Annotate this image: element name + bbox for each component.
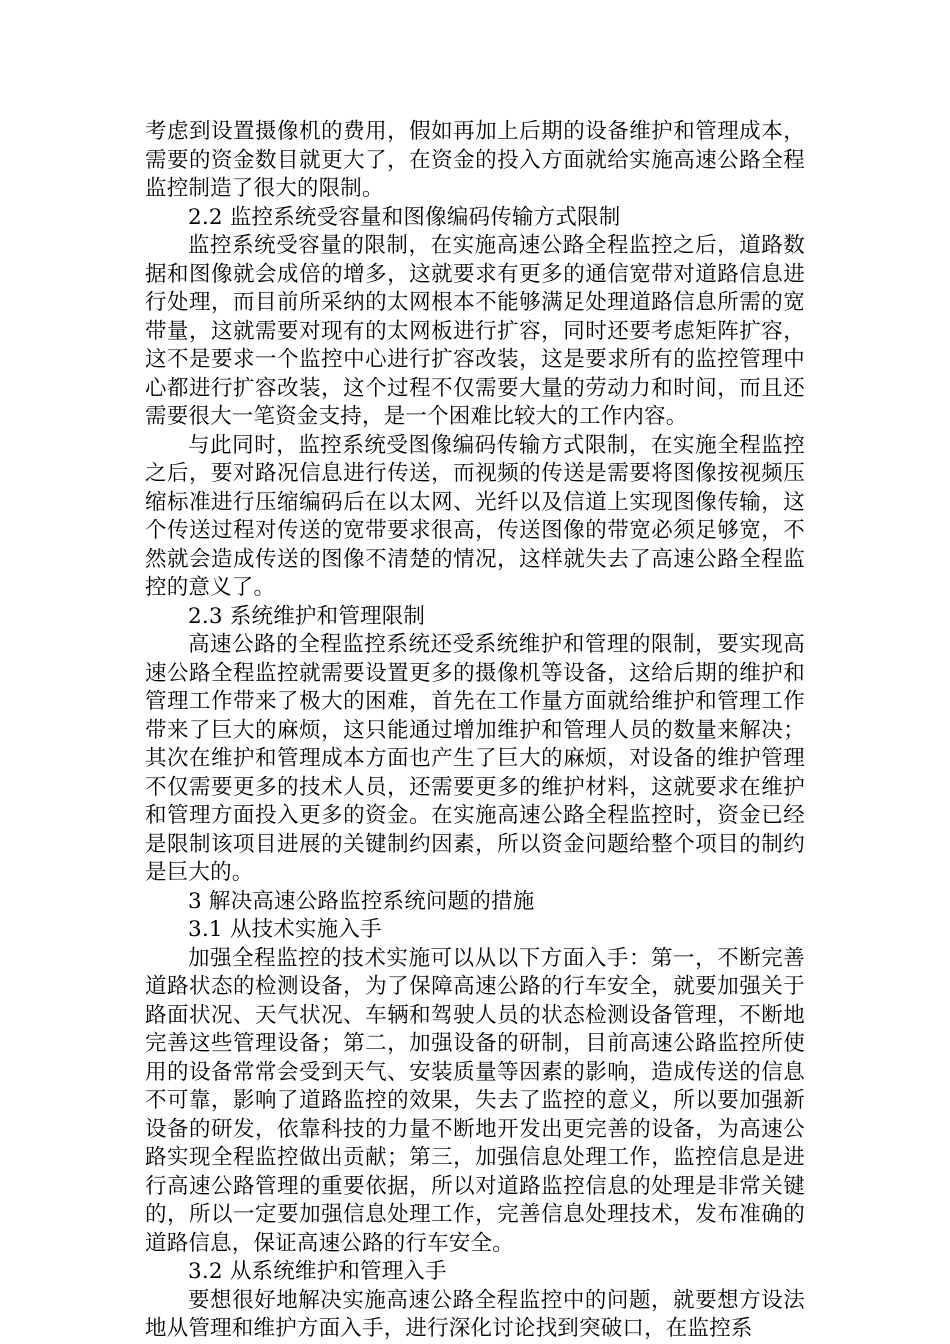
section-heading-2-3: 2.3 系统维护和管理限制 xyxy=(188,603,426,629)
paragraph-technical-measures: 加强全程监控的技术实施可以从以下方面入手：第一，不断完善道路状态的检测设备，为了保障高速公路的行车安全，就要加强关于路面状况、天气状况、车辆和驾驶人员的状态检测设备管理，不断地完善这些管理设备；第二，加强设备的研制，目前高速公路监控所使用的设备常常会受到天气、安装质量等因素的影响，造成传送的信息不可靠，影响了道路监控的效果，失去了监控的意义，所以要加强新设备的研发，依靠科技的力量不断地开发出更完善的设备，为高速公路实现全程监控做出贡献；第三，加强信息处理工作，监控信息是进行高速公路管理的重要依据，所以对道路监控信息的处理是非常关键的，所以一定要加强信息处理工作，完善信息处理技术，发布准确的道路信息，保证高速公路的行车安全。 xyxy=(145,945,805,1256)
paragraph-continuation: 考虑到设置摄像机的费用，假如再加上后期的设备维护和管理成本，需要的资金数目就更大了，在资金的投入方面就给实施高速公路全程监控制造了很大的限制。 xyxy=(145,119,805,201)
paragraph-management-measures: 要想很好地解决实施高速公路全程监控中的问题，就要想方设法地从管理和维护方面入手，进行深化讨论找到突破口，在监控系 xyxy=(145,1287,805,1341)
section-heading-3-2: 3.2 从系统维护和管理入手 xyxy=(188,1259,447,1284)
document-body xyxy=(145,118,805,1344)
paragraph-maintenance-limit: 高速公路的全程监控系统还受系统维护和管理的限制，要实现高速公路全程监控就需要设置更多的摄像机等设备，这给后期的维护和管理工作带来了极大的困难，首先在工作量方面就给维护和管理工作带来了巨大的麻烦，这只能通过增加维护和管理人员的数量来解决；其次在维护和管理成本方面也产生了巨大的麻烦，对设备的维护管理不仅需要更多的技术人员，还需要更多的维护材料，这就要求在维护和管理方面投入更多的资金。在实施高速公路全程监控时，资金已经是限制该项目进展的关键制约因素，所以资金问题给整个项目的制约是巨大的。 xyxy=(145,632,805,885)
paragraph-capacity-limit: 监控系统受容量的限制，在实施高速公路全程监控之后，道路数据和图像就会成倍的增多，这就要求有更多的通信宽带对道路信息进行处理，而目前所采纳的太网根本不能够满足处理道路信息所需的宽带量，这就需要对现有的太网板进行扩容，同时还要考虑矩阵扩容，这不是要求一个监控中心进行扩容改装，这是要求所有的监控管理中心都进行扩容改装，这个过程不仅需要大量的劳动力和时间，而且还需要很大一笔资金支持，是一个困难比较大的工作内容。 xyxy=(145,233,805,429)
paragraph-encoding-limit: 与此同时，监控系统受图像编码传输方式限制，在实施全程监控之后，要对路况信息进行传送，而视频的传送是需要将图像按视频压缩标准进行压缩编码后在以太网、光纤以及信道上实现图像传输，这个传送过程对传送的宽带要求很高，传送图像的带宽必须足够宽，不然就会造成传送的图像不清楚的情况，这样就失去了高速公路全程监控的意义了。 xyxy=(145,432,805,600)
section-heading-2-2: 2.2 监控系统受容量和图像编码传输方式限制 xyxy=(188,204,621,230)
section-heading-3: 3 解决高速公路监控系统问题的措施 xyxy=(188,888,535,914)
section-heading-3-1: 3.1 从技术实施入手 xyxy=(188,917,382,942)
